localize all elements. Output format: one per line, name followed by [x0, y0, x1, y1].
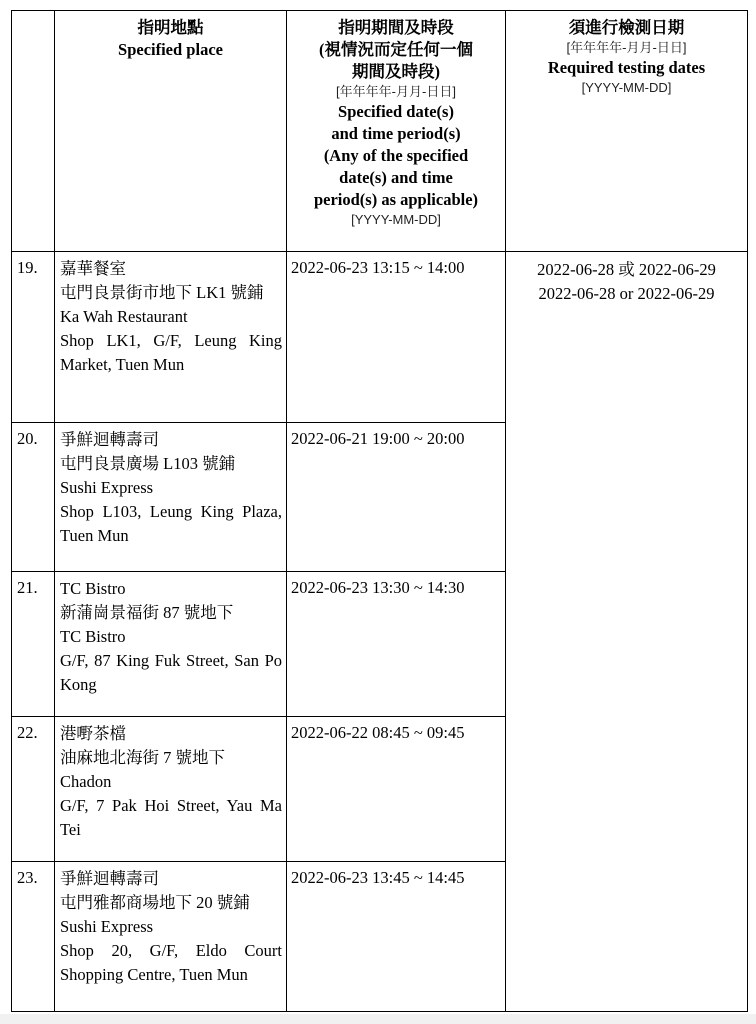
place-name-en: TC Bistro	[60, 627, 126, 646]
header-period-en-3: (Any of the specified	[323, 146, 469, 165]
row-number: 22.	[12, 717, 55, 862]
place-name-en: Sushi Express	[60, 478, 154, 497]
place-address-zh: 屯門良景廣場 L103 號鋪	[60, 454, 236, 473]
period-cell: 2022-06-21 19:00 ~ 20:00	[287, 423, 506, 572]
header-period-en-4: date(s) and time	[339, 168, 453, 187]
header-place-zh: 指明地點	[137, 18, 204, 37]
place-name-zh: 爭鮮迴轉壽司	[60, 869, 159, 888]
header-period-format-en: [YYYY-MM-DD]	[351, 212, 441, 227]
place-address-en: Shop L103, Leung King Plaza, Tuen Mun	[60, 502, 282, 545]
period-cell: 2022-06-22 08:45 ~ 09:45	[287, 717, 506, 862]
table-header-row	[12, 11, 748, 252]
header-testing-format-zh: [年年年年-月月-日日]	[566, 40, 687, 55]
place-address-zh: 油麻地北海街 7 號地下	[60, 748, 225, 767]
row-number: 20.	[12, 423, 55, 572]
header-period-en-5: period(s) as applicable)	[313, 190, 479, 209]
header-testing-zh: 須進行檢測日期	[568, 18, 685, 37]
header-period-en-2: and time period(s)	[331, 124, 461, 143]
header-period-zh-3: 期間及時段)	[352, 62, 440, 81]
header-period-zh-2: (視情況而定任何一個	[319, 40, 473, 59]
place-address-zh: 屯門雅都商場地下 20 號鋪	[60, 893, 250, 912]
period-cell: 2022-06-23 13:30 ~ 14:30	[287, 572, 506, 717]
testing-dates-en: 2022-06-28 or 2022-06-29	[538, 284, 715, 303]
header-testing-format-en: [YYYY-MM-DD]	[581, 80, 672, 95]
row-number: 21.	[12, 572, 55, 717]
place-name-zh: 港嘢茶檔	[60, 724, 126, 743]
row-number: 19.	[12, 252, 55, 423]
place-cell	[55, 717, 287, 862]
row-number: 23.	[12, 862, 55, 1012]
place-address-zh: 屯門良景街市地下 LK1 號鋪	[60, 283, 264, 302]
header-place-cell	[55, 11, 287, 252]
place-name-zh: 爭鮮迴轉壽司	[60, 430, 159, 449]
place-address-en: G/F, 87 King Fuk Street, San Po Kong	[60, 651, 282, 694]
header-period-cell	[287, 11, 506, 252]
place-name-zh: 嘉華餐室	[60, 259, 126, 278]
place-address-en: G/F, 7 Pak Hoi Street, Yau Ma Tei	[60, 796, 282, 839]
place-cell	[55, 572, 287, 717]
place-cell	[55, 862, 287, 1012]
specified-places-table	[11, 10, 748, 1012]
header-testing-en: Required testing dates	[547, 58, 706, 77]
header-testing-cell	[506, 11, 748, 252]
place-name-en: Chadon	[60, 772, 112, 791]
header-period-format-zh: [年年年年-月月-日日]	[336, 84, 456, 99]
place-address-en: Shop 20, G/F, Eldo Court Shopping Centre, Tuen Mun	[60, 941, 282, 984]
table-row	[12, 252, 748, 423]
header-period-en-1: Specified date(s)	[338, 102, 454, 121]
header-number-cell	[12, 11, 55, 252]
header-period-zh-1: 指明期間及時段	[338, 18, 454, 37]
page-bottom-strip	[0, 1014, 756, 1024]
period-cell: 2022-06-23 13:45 ~ 14:45	[287, 862, 506, 1012]
place-name-en: Sushi Express	[60, 917, 154, 936]
header-place-en: Specified place	[118, 40, 223, 59]
period-cell: 2022-06-23 13:15 ~ 14:00	[287, 252, 506, 423]
place-cell	[55, 423, 287, 572]
place-address-zh: 新蒲崗景福街 87 號地下	[60, 603, 234, 622]
testing-dates-zh: 2022-06-28 或 2022-06-29	[537, 260, 716, 279]
place-address-en: Shop LK1, G/F, Leung King Market, Tuen Mun	[60, 331, 282, 374]
place-cell	[55, 252, 287, 423]
place-name-zh: TC Bistro	[60, 579, 126, 598]
testing-dates-cell	[506, 252, 748, 1012]
place-name-en: Ka Wah Restaurant	[60, 307, 188, 326]
